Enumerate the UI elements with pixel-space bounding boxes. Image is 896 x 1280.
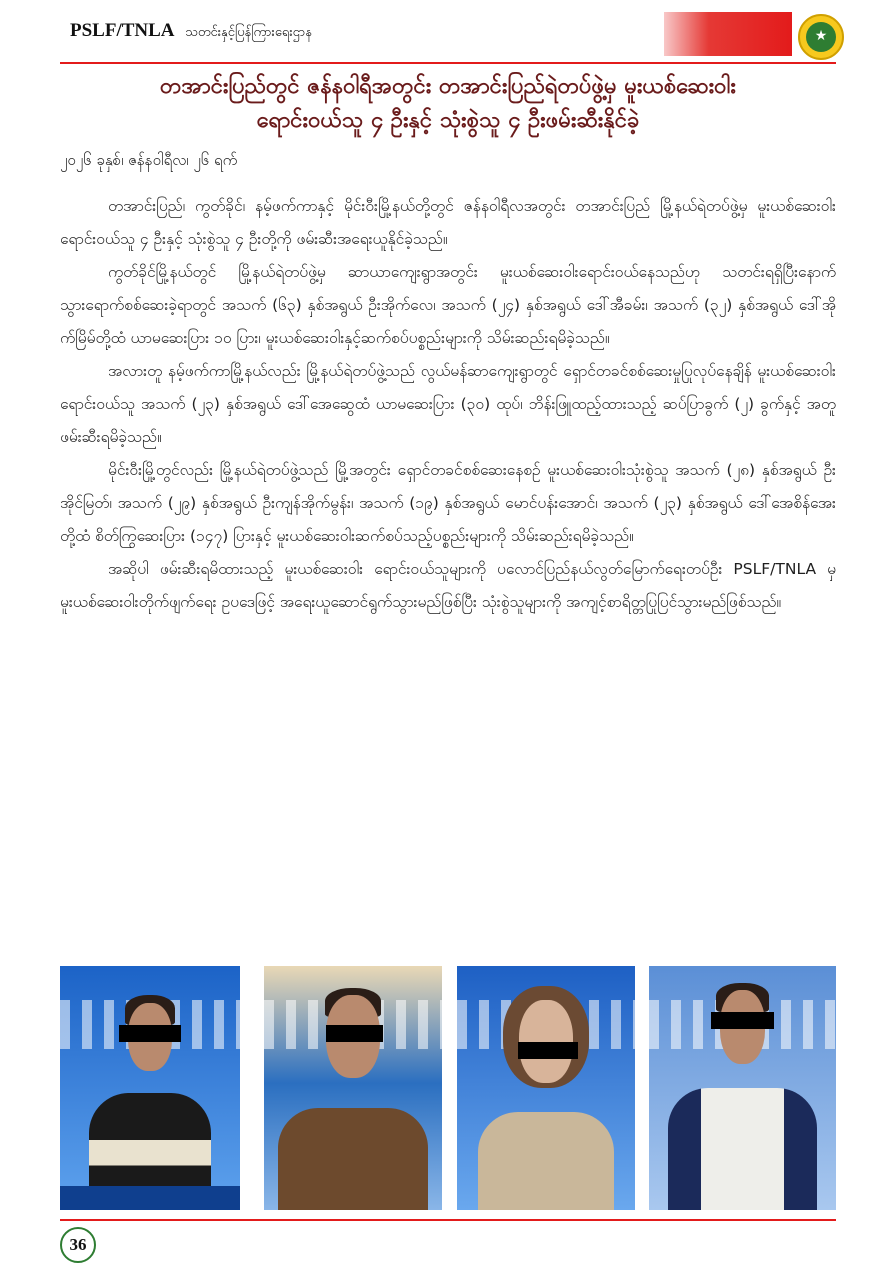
paragraph: အလားတူ နမ့်ဖက်ကာမြို့နယ်လည်း မြို့နယ်ရဲတပ်ဖွဲ့သည် လွယ်မန်ဆာကျေးရွာတွင် ရှောင်တခင်စစ်ဆေးမှုပြုလုပ်နေချိန် မူးယစ်ဆေးဝါးရောင်းဝယ်သူ အသက် (၂၃) နှစ်အရွယ် ဒေါ်အေဆွေထံ ယာမဆေးပြား (၃၀) ထုပ်၊ ဘိန်းဖြူထည့်ထားသည့် ဆပ်ပြာခွက် (၂) ခွက်နှင့် အတူ ဖမ်းဆီးရမိခဲ့သည်။: [60, 362, 836, 446]
footer-divider: [60, 1219, 836, 1221]
department-name: သတင်းနှင့်ပြန်ကြားရေးဌာန: [185, 25, 312, 40]
masthead: [70, 20, 312, 43]
header-red-band: [664, 12, 792, 56]
org-logo-icon: ★: [798, 14, 844, 60]
article-body: [60, 190, 836, 619]
org-name: PSLF/TNLA: [70, 20, 175, 41]
censor-bar: [711, 1012, 775, 1029]
article-title: [40, 70, 856, 138]
paragraph: တအာင်းပြည်၊ ကွတ်ခိုင်၊ နမ့်ဖက်ကာနှင့် မိုင်းဝီးမြို့နယ်တို့တွင် ဇန်နဝါရီလအတွင်း တအာင်းပြည် မြို့နယ်ရဲတပ်ဖွဲ့မှ မူးယစ်ဆေးဝါးရောင်းဝယ်သူ ၄ ဦးနှင့် သုံးစွဲသူ ၄ ဦးတို့ကို ဖမ်းဆီးအရေးယူနိုင်ခဲ့သည်။: [60, 197, 836, 248]
suspect-photo-1: [60, 966, 240, 1210]
censor-bar: [518, 1042, 579, 1059]
title-line: တအာင်းပြည်တွင် ဇန်နဝါရီအတွင်း တအာင်းပြည်ရဲတပ်ဖွဲ့မှ မူးယစ်ဆေးဝါး: [160, 74, 736, 99]
censor-bar: [119, 1025, 180, 1042]
paragraph: အဆိုပါ ဖမ်းဆီးရမိထားသည့် မူးယစ်ဆေးဝါး ရောင်းဝယ်သူများကို ပလောင်ပြည်နယ်လွတ်မြောက်ရေးတပ်ဦး PSLF/TNLA မှ မူးယစ်ဆေးဝါးတိုက်ဖျက်ရေး ဥပဒေဖြင့် အရေးယူဆောင်ရွက်သွားမည်ဖြစ်ပြီး သုံးစွဲသူများကို အကျင့်စာရိတ္တပြုပြင်သွားမည်ဖြစ်သည်။: [60, 560, 836, 611]
suspect-photo-row: [60, 966, 836, 1212]
page-header: [0, 0, 896, 68]
header-divider: [60, 62, 836, 64]
censor-bar: [326, 1025, 383, 1042]
dateline: ၂၀၂၆ ခုနှစ်၊ ဇန်နဝါရီလ၊ ၂၆ ရက်: [60, 151, 238, 169]
suspect-photo-2: [264, 966, 442, 1210]
suspect-photo-3: [457, 966, 635, 1210]
paragraph: မိုင်းဝီးမြို့တွင်လည်း မြို့နယ်ရဲတပ်ဖွဲ့သည် မြို့အတွင်း ရှောင်တခင်စစ်ဆေးနေစဉ် မူးယစ်ဆေးဝါးသုံးစွဲသူ အသက် (၂၈) နှစ်အရွယ် ဦးအိုင်မြတ်၊ အသက် (၂၉) နှစ်အရွယ် ဦးကျန်အိုက်မွန်း၊ အသက် (၁၉) နှစ်အရွယ် မောင်ပန်းအောင်၊ အသက် (၂၃) နှစ်အရွယ် ဒေါ်အေစိန်အေးတို့ထံ စိတ်ကြွဆေးပြား (၁၄၇) ပြားနှင့် မူးယစ်ဆေးဝါးဆက်စပ်သည့်ပစ္စည်းများကို သိမ်းဆည်းရမိခဲ့သည်။: [60, 461, 836, 545]
title-line: ရောင်းဝယ်သူ ၄ ဦးနှင့် သုံးစွဲသူ ၄ ဦးဖမ်းဆီးနိုင်ခဲ့: [256, 108, 640, 133]
page-number: 36: [60, 1227, 96, 1263]
suspect-photo-4: [649, 966, 836, 1210]
paragraph: ကွတ်ခိုင်မြို့နယ်တွင် မြို့နယ်ရဲတပ်ဖွဲ့မှ ဆာယာကျေးရွာအတွင်း မူးယစ်ဆေးဝါးရောင်းဝယ်နေသည်ဟု သတင်းရရှိပြီးနောက် သွားရောက်စစ်ဆေးခဲ့ရာတွင် အသက် (၆၃) နှစ်အရွယ် ဦးအိုက်လေ၊ အသက် (၂၄) နှစ်အရွယ် ဒေါ်အီခမ်း၊ အသက် (၃၂) နှစ်အရွယ် ဒေါ်အိုက်မြိမ်တို့ထံ ယာမဆေးပြား ၁၀ ပြား၊ မူးယစ်ဆေးဝါးနှင့်ဆက်စပ်ပစ္စည်းများကို သိမ်းဆည်းရမိခဲ့သည်။: [60, 263, 836, 347]
